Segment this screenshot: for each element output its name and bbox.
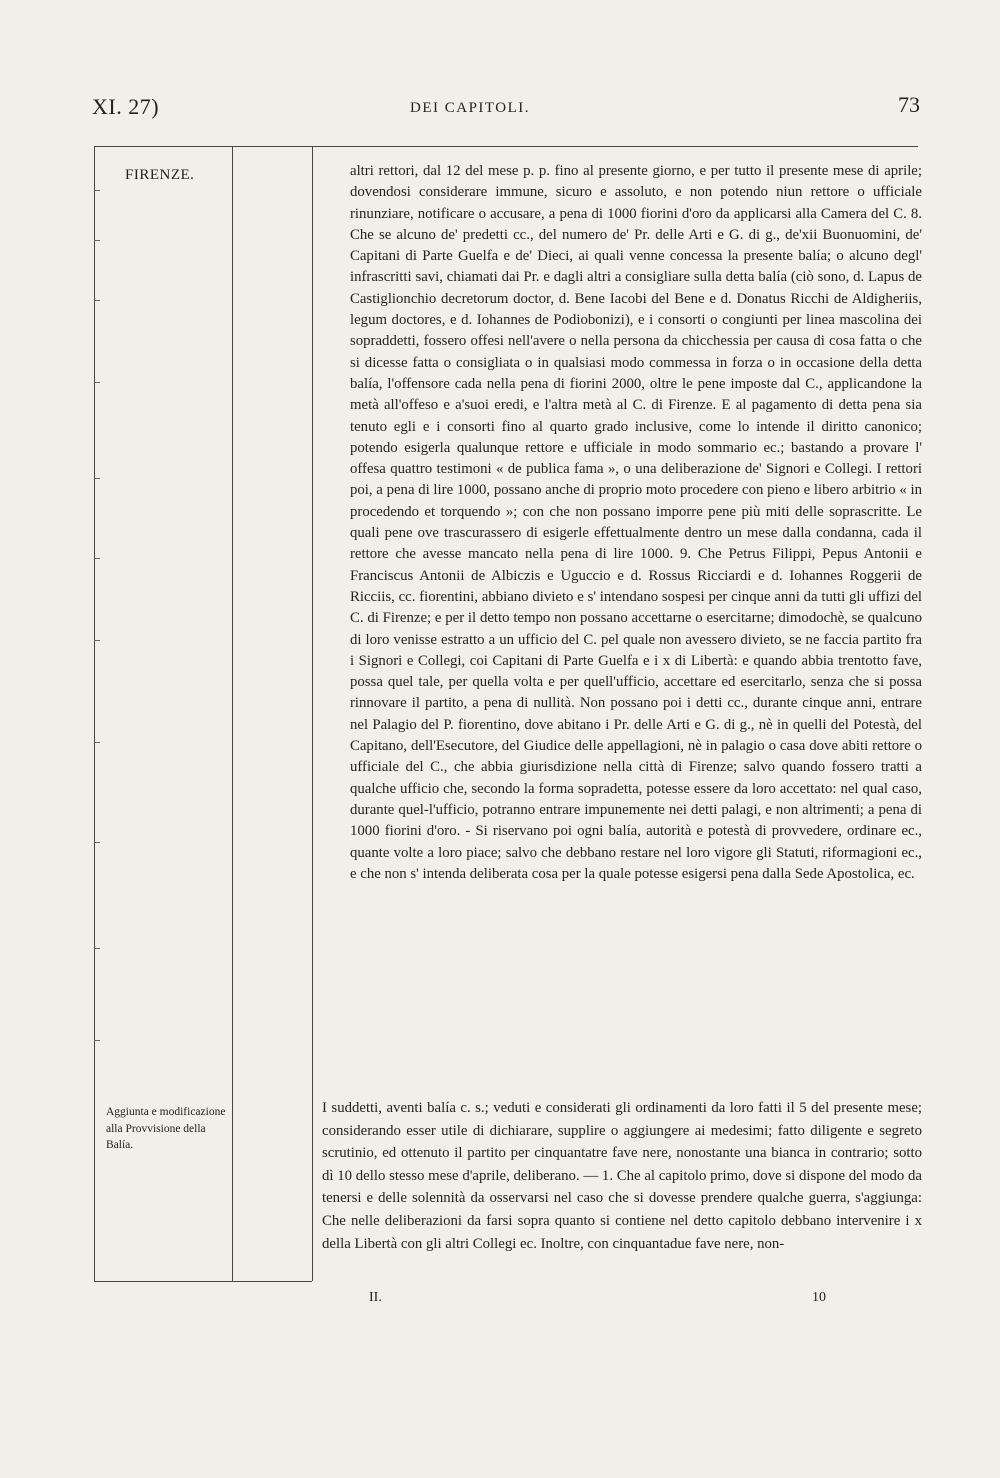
margin-tick <box>94 240 100 241</box>
section-label: FIRENZE. <box>125 167 195 183</box>
volume-reference: XI. 27) <box>92 94 160 119</box>
margin-rule-inner-1 <box>232 146 233 1281</box>
second-text-block <box>322 1097 922 1255</box>
margin-note-text: Aggiunta e modificazione alla Provvisione della Balía. <box>106 1106 226 1151</box>
margin-tick <box>94 558 100 559</box>
margin-tick <box>94 948 100 949</box>
sheet-number: 10 <box>812 1290 826 1305</box>
main-text-block <box>350 161 922 885</box>
second-paragraph: I suddetti, aventi balía c. s.; veduti e considerati gli ordinamenti da loro fatti il 5 del presente mese; considerando esser utile di dichiarare, supplire o aggiungere ai medesimi; fatto diligente e segreto scrutinio, ed ottenuto il partito per cinquantatre fave nere, nonostante una bianca in contrario; sotto dì 10 dello stesso mese d'aprile, deliberano. — 1. Che al capitolo primo, dove si dispone del modo da tenersi e delle solennità da osservarsi nel caso che si dovesse prendere qualche guerra, s'aggiunga: Che nelle deliberazioni da farsi sopra quanto si contiene nel detto capitolo debbano intervenire i x della Libertà con gli altri Collegi ec. Inoltre, con cinquantadue fave nere, non- <box>322 1100 922 1252</box>
running-title: DEI CAPITOLI. <box>410 100 531 116</box>
footer-rule <box>94 1281 312 1282</box>
margin-tick <box>94 300 100 301</box>
header-rule <box>94 146 918 147</box>
margin-tick <box>94 842 100 843</box>
page-number: 73 <box>898 92 920 117</box>
margin-tick <box>94 478 100 479</box>
margin-tick <box>94 190 100 191</box>
margin-tick <box>94 1040 100 1041</box>
margin-tick <box>94 742 100 743</box>
margin-note <box>106 1104 231 1154</box>
margin-tick <box>94 640 100 641</box>
margin-rule-outer <box>94 146 95 1281</box>
margin-tick <box>94 382 100 383</box>
margin-rule-inner-2 <box>312 146 313 1281</box>
main-paragraph: altri rettori, dal 12 del mese p. p. fino al presente giorno, e per tutto il presente mese di aprile; dovendosi considerare immune, sicuro e assoluto, e non potendo niun rettore o ufficiale rinunziare, notificare o accusare, a pena di 1000 fiorini d'oro da applicarsi alla Camera del C. 8. Che se alcuno de' predetti cc., del numero de' Pr. delle Arti e G. di g., de'xii Buonuomini, de' Capitani di Parte Guelfa e de' Dieci, ai quali venne concessa la presente balía; o alcuno degl' infrascritti savi, chiamati dai Pr. e dagli altri a consigliare sulla detta balía (ciò sono, d. Lapus de Castiglionchio decretorum doctor, d. Bene Iacobi del Bene e d. Donatus Ricchi de Aldigheriis, legum doctores, e d. Iohannes de Podiobonizi), e i consorti o congiunti per linea mascolina dei sopraddetti, fossero offesi nell'avere o nella persona da chicchessia per causa di cosa fatta o che si dicesse fatta o consigliata o in qualsiasi modo commessa in forza o in occasione della detta balía, l'offensore cada nella pena di fiorini 2000, oltre le pene imposte dal C., applicandone la metà all'offeso e a'suoi eredi, e l'altra metà al C. di Firenze. E al pagamento di detta pena sia tenuto egli e i consorti fino al quarto grado inclusive, come lo intende il diritto canonico; potendo esigerla qualunque rettore e ufficiale in modo sommario ec.; bastando a provare l' offesa quattro testimoni « de publica fama », o una deliberazione de' Signori e Collegi. I rettori poi, a pena di lire 1000, possano anche di proprio moto procedere con pieno e libero arbitrio « in procedendo et torquendo »; con che non possano imporre pene più miti delle soprascritte. Le quali pene ove trascurassero di esigerle effettualmente dentro un mese dalla condanna, cada il rettore che avesse mancato nella pena di lire 1000. 9. Che Petrus Filippi, Pepus Antonii e Franciscus Antonii de Albiczis e Uguccio e d. Rossus Ricciardi e d. Iohannes Roggerii de Ricciis, cc. fiorentini, abbiano divieto e s' intendano sospesi per cinque anni da tutti gli uffizi del C. di Firenze; e per il detto tempo non possano accettarne o esercitarne; dimodochè, se qualcuno di loro venisse estratto a un ufficio del C. pel quale non avessero divieto, se ne faccia partito fra i Signori e Collegi, coi Capitani di Parte Guelfa e i x di Libertà: e quando abbia trentotto fave, possa quel tale, per quella volta e per quell'ufficio, accettare ed esercitarlo, senza che si possa rinnovare il partito, a pena di nullità. Non possano poi i detti cc., durante cinque anni, entrare nel Palagio del P. fiorentino, dove abitano i Pr. delle Arti e G. di g., nè in quelli del Potestà, del Capitano, dell'Esecutore, del Giudice delle appellagioni, nè in palagio o casa dove abiti rettore o ufficiale del C., che abbia giurisdizione nella città di Firenze; salvo quando fossero tratti a qualche ufficio che, secondo la forma sopradetta, potesse essere da loro accettato: nel qual caso, durante quel-l'ufficio, potranno entrare impunemente nei detti palagi, e non altrimenti; a pena di 1000 fiorini d'oro. - Si riservano poi ogni balía, autorità e potestà di provvedere, ordinare ec., quante volte a loro piace; salvo che debbano restare nel loro vigore gli Statuti, riformagioni ec., e che non s' intenda deliberata cosa per la quale potesse esigersi pena dalla Sede Apostolica, ec. <box>350 163 922 882</box>
signature-mark: II. <box>369 1290 382 1305</box>
